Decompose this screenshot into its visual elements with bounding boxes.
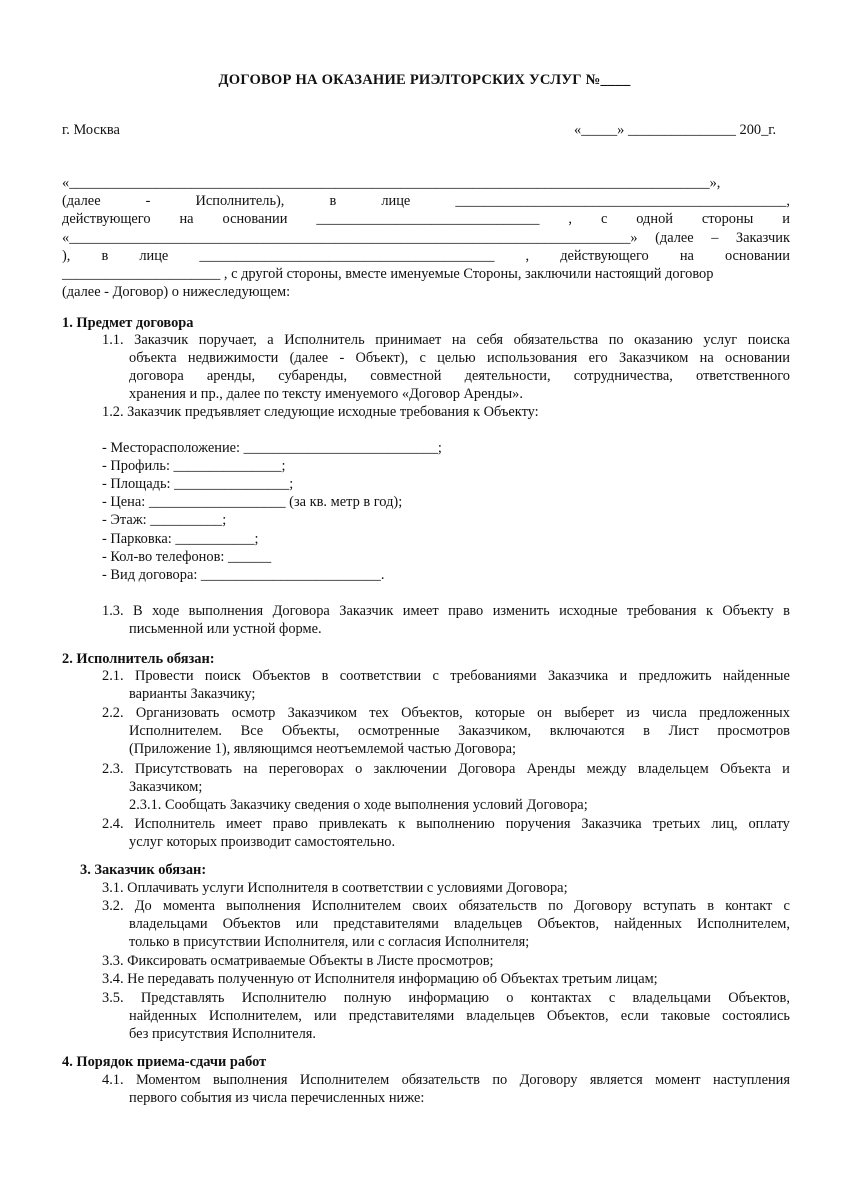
word: выполнения <box>226 898 301 914</box>
word: аренды, <box>206 368 256 384</box>
word: принимает <box>375 332 442 348</box>
word: с <box>432 668 439 684</box>
word: и <box>782 761 790 777</box>
party-line-2 <box>62 192 790 210</box>
word: между <box>586 761 627 777</box>
word: в <box>321 668 329 684</box>
word: к <box>398 816 406 832</box>
word: недвижимости <box>187 350 279 366</box>
word: предложенных <box>699 705 790 721</box>
word: третьих <box>652 816 701 832</box>
word: Аренды <box>526 761 576 777</box>
word: включаются <box>549 723 625 739</box>
word: выполнения <box>213 1072 288 1088</box>
word: имеет <box>225 816 262 832</box>
word: оплату <box>748 816 790 832</box>
clause-2-4-line-1 <box>102 815 790 833</box>
word: к <box>705 603 713 619</box>
word: 2.3. <box>102 761 124 777</box>
word: Исполнитель <box>134 816 216 832</box>
party-line-5 <box>62 247 790 265</box>
clause-2-2-line-3: (Приложение 1), являющимся неотъемлемой частью Договора; <box>129 741 517 757</box>
word: выполнения <box>188 603 264 619</box>
word: представителями <box>333 916 439 932</box>
word: договора <box>129 368 184 384</box>
word: 1.3. <box>102 603 124 619</box>
word: просмотров <box>717 723 790 739</box>
word: из <box>626 705 640 721</box>
clause-3-4: 3.4. Не передавать полученную от Исполнителя информацию об Объектах третьим лицам; <box>102 971 658 987</box>
word: на <box>679 248 694 264</box>
word: Исполнителем, <box>208 1008 302 1024</box>
clause-1-3-line-1 <box>102 602 790 620</box>
word: по <box>548 898 564 914</box>
word: сотрудничества, <box>573 368 673 384</box>
word: владельцев <box>466 1008 535 1024</box>
requirement-profile: - Профиль: _______________; <box>102 458 286 474</box>
word: таковые <box>660 1008 710 1024</box>
word: исходные <box>559 603 618 619</box>
word: Организовать <box>135 705 220 721</box>
word: деятельности, <box>464 368 551 384</box>
word: Договора <box>458 761 516 777</box>
word: основании <box>222 211 288 227</box>
word: предложить <box>638 668 712 684</box>
word: в <box>329 193 337 209</box>
word: ходе <box>152 603 180 619</box>
word: , <box>525 248 530 264</box>
word: которые <box>475 705 525 721</box>
word: _________________________________________ <box>199 248 495 264</box>
word: его <box>588 350 608 366</box>
clause-3-2-line-2 <box>129 915 790 933</box>
word: изменить <box>492 603 550 619</box>
word: осмотр <box>231 705 276 721</box>
word: ______________________________________________, <box>455 193 790 209</box>
word: числа <box>651 705 687 721</box>
word: в <box>101 248 109 264</box>
word: Заказчиком, <box>458 723 532 739</box>
clause-1-1-line-3 <box>129 367 790 385</box>
word: 3.5. <box>102 990 124 1006</box>
word: контакт <box>725 898 773 914</box>
word: Договору <box>574 898 633 914</box>
word: с <box>783 898 790 914</box>
party-line-6: ______________________ , с другой стороны, вместе именуемые Стороны, заключили настоящий договор <box>62 266 714 282</box>
clause-3-5-line-1 <box>102 989 790 1007</box>
word: выберет <box>564 705 615 721</box>
word: Заказчик <box>735 230 790 246</box>
clause-1-3-line-2: письменной или устной форме. <box>129 621 322 637</box>
word: Объектов <box>222 916 281 932</box>
word: владельцем <box>637 761 709 777</box>
word: оказанию <box>634 332 693 348</box>
requirement-phones: - Кол-во телефонов: ______ <box>102 549 272 565</box>
clause-2-3-1: 2.3.1. Сообщать Заказчику сведения о ходе выполнения условий Договора; <box>129 797 588 813</box>
word: найденных <box>614 916 682 932</box>
word: 4.1. <box>102 1072 124 1088</box>
word: Провести <box>134 668 194 684</box>
word: стороны <box>701 211 754 227</box>
party-line-3 <box>62 210 790 228</box>
section-2-heading: 2. Исполнитель обязан: <box>62 651 215 667</box>
word: Объектов, <box>401 705 463 721</box>
word: поиска <box>747 332 790 348</box>
word: действующего <box>560 248 649 264</box>
word: Объектов, <box>728 990 790 1006</box>
word: основании <box>725 350 790 366</box>
word: владельцами <box>129 916 208 932</box>
word: Объекта <box>720 761 771 777</box>
word: Объекту <box>722 603 774 619</box>
word: 2.1. <box>102 668 124 684</box>
word: в <box>707 898 715 914</box>
word: объекта <box>129 350 177 366</box>
requirement-location: - Месторасположение: ___________________________; <box>102 440 442 456</box>
word: требованиями <box>450 668 537 684</box>
word: обязательств <box>458 898 537 914</box>
word: – <box>711 230 719 246</box>
clause-1-1-line-4: хранения и пр., далее по тексту именуемого «Договор Аренды». <box>129 386 523 402</box>
word: основании <box>724 248 790 264</box>
word: 2.4. <box>102 816 124 832</box>
word: владельцами <box>632 990 711 1006</box>
word: лице <box>381 193 411 209</box>
section-4-heading: 4. Порядок приема-сдачи работ <box>62 1054 267 1070</box>
word: заключении <box>373 761 447 777</box>
word: 3.2. <box>102 898 124 914</box>
word: на <box>451 332 466 348</box>
word: соответствии <box>339 668 422 684</box>
section-1-heading: 1. Предмет договора <box>62 315 194 331</box>
word: (далее <box>289 350 329 366</box>
word: тех <box>369 705 389 721</box>
word: совместной <box>370 368 442 384</box>
word: Объектов, <box>537 916 600 932</box>
word: поручает, <box>198 332 257 348</box>
word: Договору <box>519 1072 578 1088</box>
word: Заказчиком <box>287 705 357 721</box>
word: (далее <box>655 230 694 246</box>
word: ), <box>62 248 71 264</box>
word: момент <box>655 1072 701 1088</box>
word: субаренды, <box>278 368 348 384</box>
clause-2-4-line-2: услуг которых производит самостоятельно. <box>129 834 396 850</box>
word: _______________________________ <box>316 211 540 227</box>
word: о <box>506 990 514 1006</box>
city: г. Москва <box>62 122 120 138</box>
clause-3-5-line-3: без присутствия Исполнителя. <box>129 1026 316 1042</box>
word: обязательства <box>513 332 599 348</box>
word: Исполнителем. <box>129 723 223 739</box>
document-title: ДОГОВОР НА ОКАЗАНИЕ РИЭЛТОРСКИХ УСЛУГ №____ <box>218 72 631 88</box>
word: или <box>295 916 319 932</box>
word: контактах <box>530 990 592 1006</box>
word: право <box>272 816 308 832</box>
word: если <box>620 1008 649 1024</box>
word: он <box>537 705 552 721</box>
word: целью <box>437 350 476 366</box>
clause-4-1-line-2: первого события из числа перечисленных ниже: <box>129 1090 425 1106</box>
word: на <box>243 761 258 777</box>
clause-1-1-line-2 <box>129 349 790 367</box>
word: обязательств <box>401 1072 480 1088</box>
word: Лист <box>668 723 699 739</box>
word: Объектов, <box>546 1008 609 1024</box>
word: наступления <box>712 1072 790 1088</box>
word: осмотренные <box>357 723 440 739</box>
word: имеет <box>402 603 439 619</box>
requirement-parking: - Парковка: ___________; <box>102 531 259 547</box>
word: привлекать <box>318 816 388 832</box>
word: «______________________________________________________________________________» <box>62 230 638 246</box>
clause-2-1-line-2: варианты Заказчику; <box>129 686 256 702</box>
section-3-heading: 3. Заказчик обязан: <box>80 862 207 878</box>
clause-3-2-line-3: только в присутствии Исполнителя, или с согласия Исполнителя; <box>129 934 530 950</box>
word: Все <box>240 723 264 739</box>
clause-2-3-line-1 <box>102 760 790 778</box>
word: Заказчик <box>339 603 394 619</box>
word: себя <box>476 332 504 348</box>
word: информацию <box>408 990 489 1006</box>
word: с <box>600 211 608 227</box>
clause-3-3: 3.3. Фиксировать осматриваемые Объекты в Листе просмотров; <box>102 953 494 969</box>
word: с <box>419 350 426 366</box>
word: - <box>145 193 151 209</box>
clause-2-3-line-2: Заказчиком; <box>129 779 203 795</box>
party-line-1: «_________________________________________________________________________________________», <box>62 175 721 191</box>
word: выполнению <box>416 816 495 832</box>
clause-3-2-line-1 <box>102 897 790 915</box>
word: с <box>608 990 616 1006</box>
requirement-contract-type: - Вид договора: _________________________. <box>102 567 385 583</box>
word: поиск <box>204 668 241 684</box>
word: в <box>783 603 790 619</box>
word: на <box>699 350 714 366</box>
word: по <box>492 1072 508 1088</box>
word: В <box>133 603 143 619</box>
party-line-7: (далее - Договор) о нижеследующем: <box>62 284 291 300</box>
word: До <box>134 898 152 914</box>
word: своих <box>412 898 448 914</box>
requirement-price: - Цена: ___________________ (за кв. метр в год); <box>102 494 403 510</box>
word: в <box>643 723 650 739</box>
word: лиц, <box>711 816 738 832</box>
word: услуг <box>703 332 738 348</box>
word: Объекты, <box>281 723 340 739</box>
word: или <box>314 1008 337 1024</box>
word: действующего <box>62 211 151 227</box>
word: состоялись <box>722 1008 790 1024</box>
word: является <box>589 1072 643 1088</box>
word: по <box>608 332 624 348</box>
word: Заказчиком <box>618 350 689 366</box>
word: одной <box>636 211 673 227</box>
clause-3-1: 3.1. Оплачивать услуги Исполнителя в соответствии с условиями Договора; <box>102 880 568 896</box>
word: (далее <box>62 193 101 209</box>
date: «_____» _______________ 200_г. <box>574 122 777 138</box>
clause-1-1-line-1 <box>102 331 790 349</box>
word: Исполнителем, <box>696 916 790 932</box>
word: владельцев <box>453 916 523 932</box>
word: право <box>448 603 484 619</box>
word: использования <box>486 350 578 366</box>
word: Представлять <box>140 990 225 1006</box>
word: вступать <box>643 898 697 914</box>
word: лице <box>139 248 169 264</box>
word: и <box>782 211 790 227</box>
word: Исполнитель <box>284 332 365 348</box>
word: полную <box>343 990 392 1006</box>
word: момента <box>162 898 215 914</box>
word: Исполнитель), <box>195 193 285 209</box>
clause-2-2-line-2 <box>129 722 790 740</box>
word: о <box>355 761 363 777</box>
word: 2.2. <box>102 705 124 721</box>
clause-2-2-line-1 <box>102 704 790 722</box>
word: Заказчика <box>547 668 609 684</box>
word: найденные <box>722 668 790 684</box>
clause-4-1-line-1 <box>102 1071 790 1089</box>
word: представителями <box>348 1008 455 1024</box>
word: переговорах <box>268 761 344 777</box>
clause-3-5-line-2 <box>129 1007 790 1025</box>
word: Исполнителю <box>241 990 327 1006</box>
word: требования <box>626 603 697 619</box>
word: Исполнителем <box>311 898 402 914</box>
word: Заказчика <box>581 816 642 832</box>
word: ответственного <box>696 368 790 384</box>
word: и <box>619 668 628 684</box>
word: найденных <box>129 1008 197 1024</box>
word: Присутствовать <box>134 761 233 777</box>
word: а <box>267 332 274 348</box>
word: Объектов <box>252 668 311 684</box>
word: Исполнителем <box>299 1072 390 1088</box>
clause-1-2: 1.2. Заказчик предъявляет следующие исходные требования к Объекту: <box>102 404 539 420</box>
clause-2-1-line-1 <box>102 667 790 685</box>
word: Договора <box>272 603 330 619</box>
party-line-4 <box>62 229 790 247</box>
word: 1.1. <box>102 332 124 348</box>
word: - <box>339 350 345 366</box>
word: , <box>568 211 572 227</box>
word: Моментом <box>135 1072 201 1088</box>
word: поручения <box>505 816 571 832</box>
word: Заказчик <box>134 332 189 348</box>
requirement-floor: - Этаж: __________; <box>102 512 227 528</box>
word: Объект), <box>355 350 409 366</box>
requirement-area: - Площадь: ________________; <box>102 476 294 492</box>
word: на <box>179 211 194 227</box>
